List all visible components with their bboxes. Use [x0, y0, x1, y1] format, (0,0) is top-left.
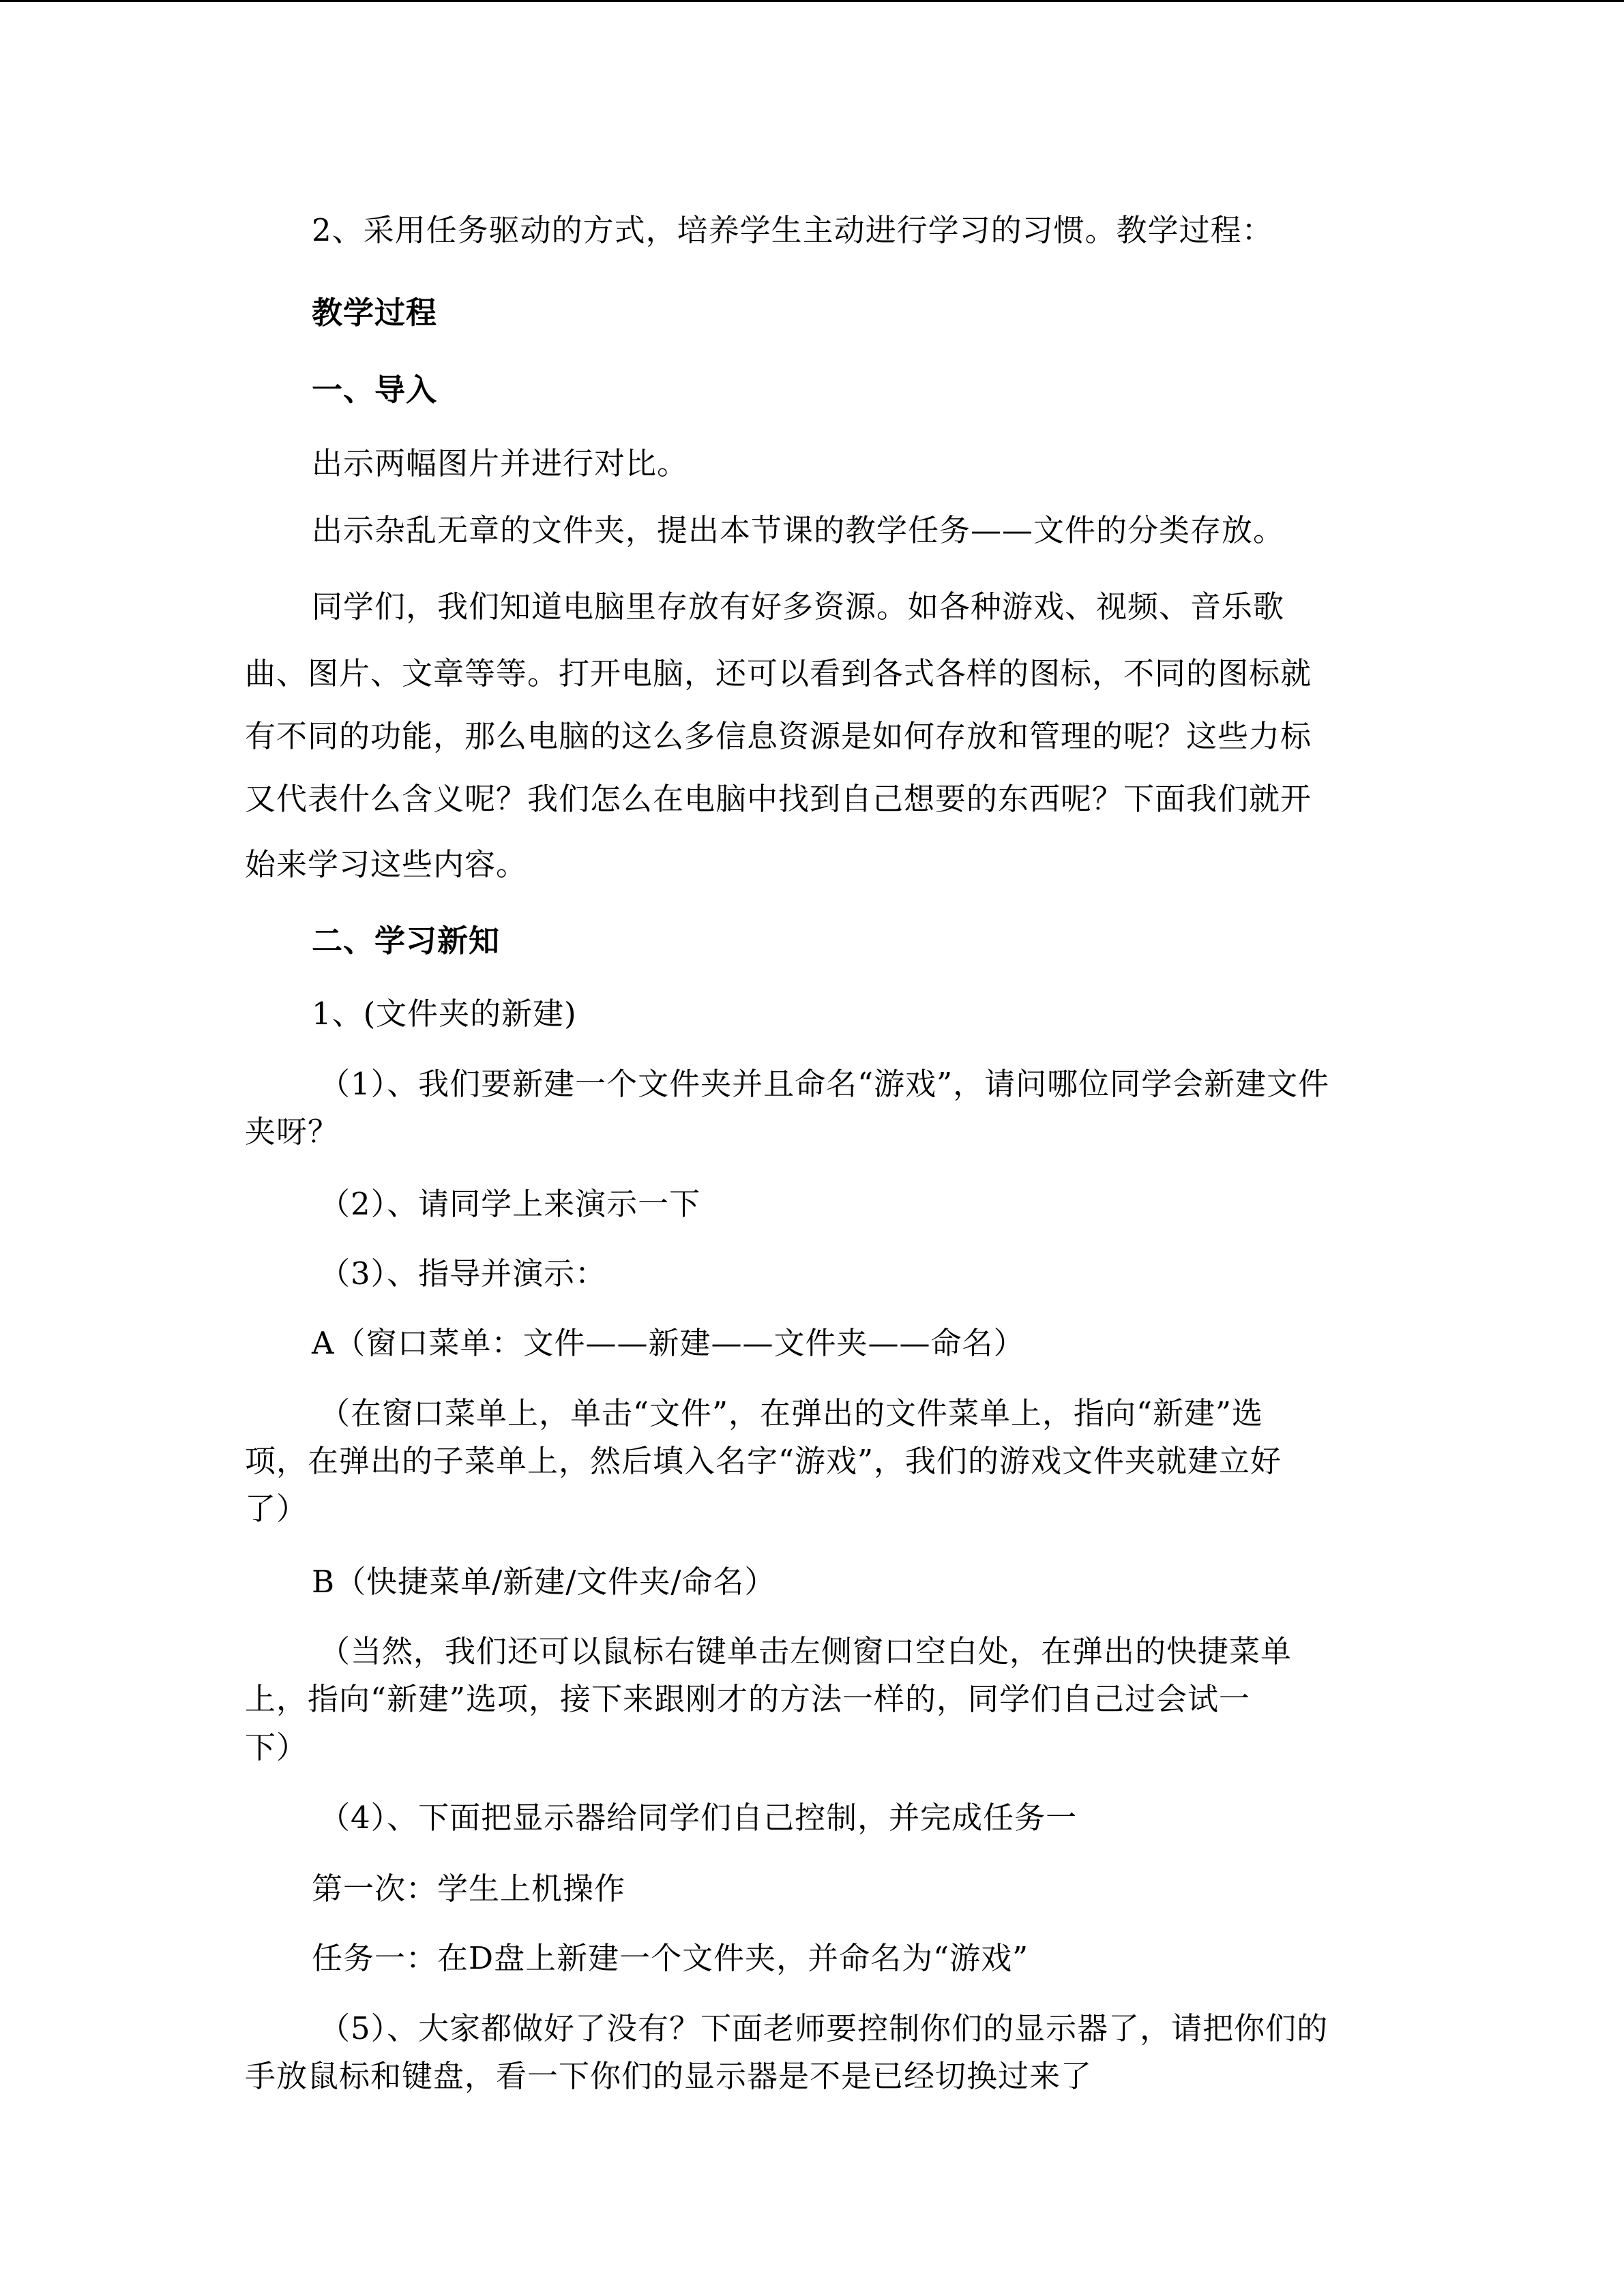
- paragraph-show-folders: 出示杂乱无章的文件夹，提出本节课的教学任务——文件的分类存放。: [312, 512, 1285, 548]
- heading-new-knowledge: 二、学习新知: [312, 923, 501, 959]
- step-1-line-1: （1）、我们要新建一个文件夹并且命名“游戏”，请问哪位同学会新建文件: [319, 1066, 1330, 1102]
- step-2: （2）、请同学上来演示一下: [319, 1186, 701, 1222]
- intro-line-2: 2、采用任务驱动的方式，培养学生主动进行学习的习惯。教学过程：: [312, 212, 1273, 248]
- paragraph-show-images: 出示两幅图片并进行对比。: [312, 445, 689, 481]
- paragraph-students-line-5: 始来学习这些内容。: [245, 846, 528, 882]
- step-4: （4）、下面把显示器给同学们自己控制，并完成任务一: [319, 1800, 1078, 1836]
- heading-teaching-process: 教学过程: [312, 295, 438, 331]
- practice-first: 第一次：学生上机操作: [312, 1870, 626, 1907]
- method-b-line-1: （当然，我们还可以鼠标右键单击左侧窗口空白处，在弹出的快捷菜单: [319, 1633, 1293, 1669]
- method-a-line-1: （在窗口菜单上，单击“文件”，在弹出的文件菜单上，指向“新建”选: [319, 1395, 1264, 1431]
- method-a-title: A（窗口菜单：文件——新建——文件夹——命名）: [312, 1325, 1025, 1361]
- step-5-line-1: （5）、大家都做好了没有？下面老师要控制你们的显示器了，请把你们的: [319, 2010, 1329, 2046]
- paragraph-students-line-3: 有不同的功能，那么电脑的这么多信息资源是如何存放和管理的呢？这些力标: [245, 718, 1312, 754]
- method-b-line-2: 上，指向“新建”选项，接下来跟刚才的方法一样的，同学们自己过会试一: [245, 1681, 1251, 1717]
- step-1-line-2: 夹呀？: [245, 1114, 340, 1150]
- item-new-folder: 1、(文件夹的新建): [312, 996, 577, 1032]
- paragraph-students-line-4: 又代表什么含义呢？我们怎么在电脑中找到自己想要的东西呢？下面我们就开: [245, 781, 1312, 817]
- paragraph-students-line-2: 曲、图片、文章等等。打开电脑，还可以看到各式各样的图标，不同的图标就: [245, 655, 1312, 691]
- step-3: （3）、指导并演示：: [319, 1255, 607, 1292]
- method-b-title: B（快捷菜单/新建/文件夹/命名）: [312, 1564, 776, 1600]
- heading-introduction: 一、导入: [312, 372, 438, 408]
- task-one: 任务一：在D盘上新建一个文件夹，并命名为“游戏”: [312, 1940, 1029, 1976]
- method-b-line-3: 下）: [245, 1729, 308, 1765]
- method-a-line-2: 项，在弹出的子菜单上，然后填入名字“游戏”，我们的游戏文件夹就建立好: [245, 1443, 1282, 1479]
- method-a-line-3: 了）: [245, 1491, 308, 1527]
- paragraph-students-line-1: 同学们，我们知道电脑里存放有好多资源。如各种游戏、视频、音乐歌: [312, 588, 1285, 625]
- step-5-line-2: 手放鼠标和键盘，看一下你们的显示器是不是已经切换过来了: [245, 2058, 1093, 2094]
